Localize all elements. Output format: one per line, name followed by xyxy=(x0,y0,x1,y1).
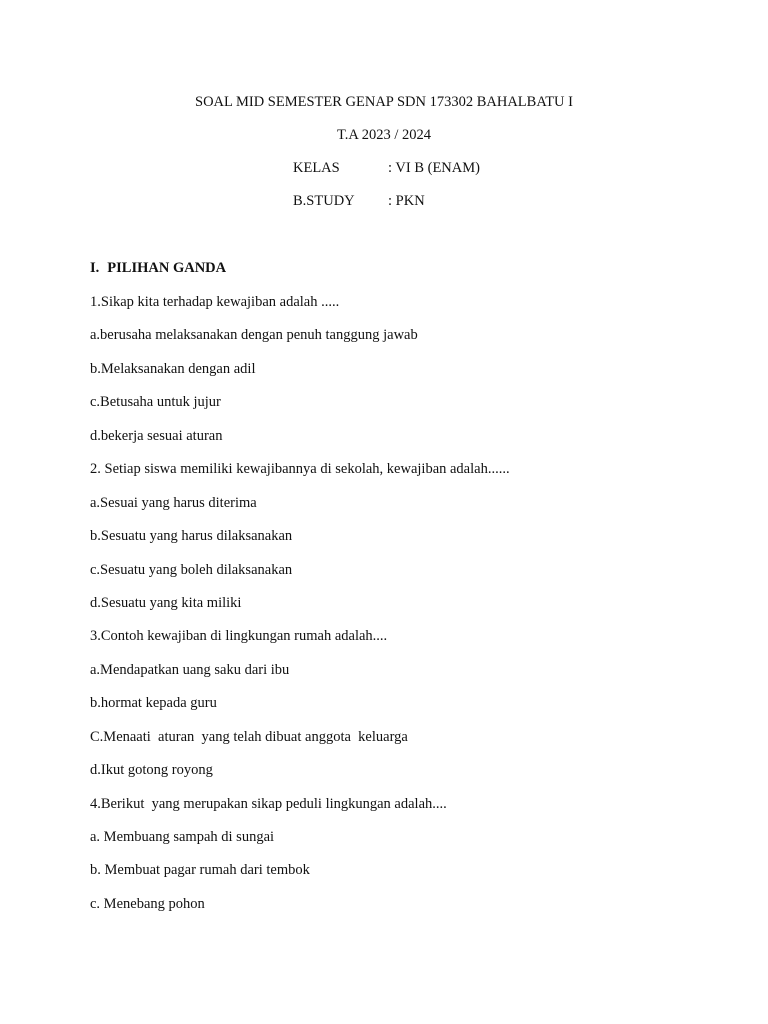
answer-option: d.Ikut gotong royong xyxy=(90,762,213,779)
section-title: PILIHAN GANDA xyxy=(107,260,227,276)
class-value: : VI B (ENAM) xyxy=(388,160,480,176)
answer-option: b. Membuat pagar rumah dari tembok xyxy=(90,862,310,879)
answer-option: a.Mendapatkan uang saku dari ibu xyxy=(90,661,290,678)
answer-option: b.Melaksanakan dengan adil xyxy=(90,360,256,377)
question-line: 4.Berikut yang merupakan sikap peduli lingkungan adalah.... xyxy=(90,795,447,812)
answer-option: a.berusaha melaksanakan dengan penuh tanggung jawab xyxy=(90,327,418,344)
answer-option: c.Sesuatu yang boleh dilaksanakan xyxy=(90,561,293,578)
document-title: SOAL MID SEMESTER GENAP SDN 173302 BAHALBATU I xyxy=(195,94,573,110)
answer-option: b.Sesuatu yang harus dilaksanakan xyxy=(90,528,293,545)
answer-option: C.Menaati aturan yang telah dibuat anggota keluarga xyxy=(90,728,408,745)
class-info xyxy=(293,160,480,177)
question-list xyxy=(90,294,510,929)
subject-value: : PKN xyxy=(388,193,425,209)
question-line: 3.Contoh kewajiban di lingkungan rumah adalah.... xyxy=(90,628,388,645)
section-heading xyxy=(90,260,226,277)
answer-option: d.Sesuatu yang kita miliki xyxy=(90,594,242,611)
question-line: 2. Setiap siswa memiliki kewajibannya di sekolah, kewajiban adalah...... xyxy=(90,461,510,478)
answer-option: d.bekerja sesuai aturan xyxy=(90,427,223,444)
answer-option: c. Menebang pohon xyxy=(90,895,205,912)
answer-option: a. Membuang sampah di sungai xyxy=(90,829,275,845)
answer-option: a.Sesuai yang harus diterima xyxy=(90,494,257,511)
subject-info xyxy=(293,193,425,210)
answer-option: b.hormat kepada guru xyxy=(90,695,217,712)
academic-year: T.A 2023 / 2024 xyxy=(337,127,431,143)
class-label: KELAS xyxy=(293,160,340,176)
answer-option: c.Betusaha untuk jujur xyxy=(90,394,221,411)
section-number: I. xyxy=(90,260,100,276)
subject-label: B.STUDY xyxy=(293,193,355,209)
question-line: 1.Sikap kita terhadap kewajiban adalah ..... xyxy=(90,294,340,310)
